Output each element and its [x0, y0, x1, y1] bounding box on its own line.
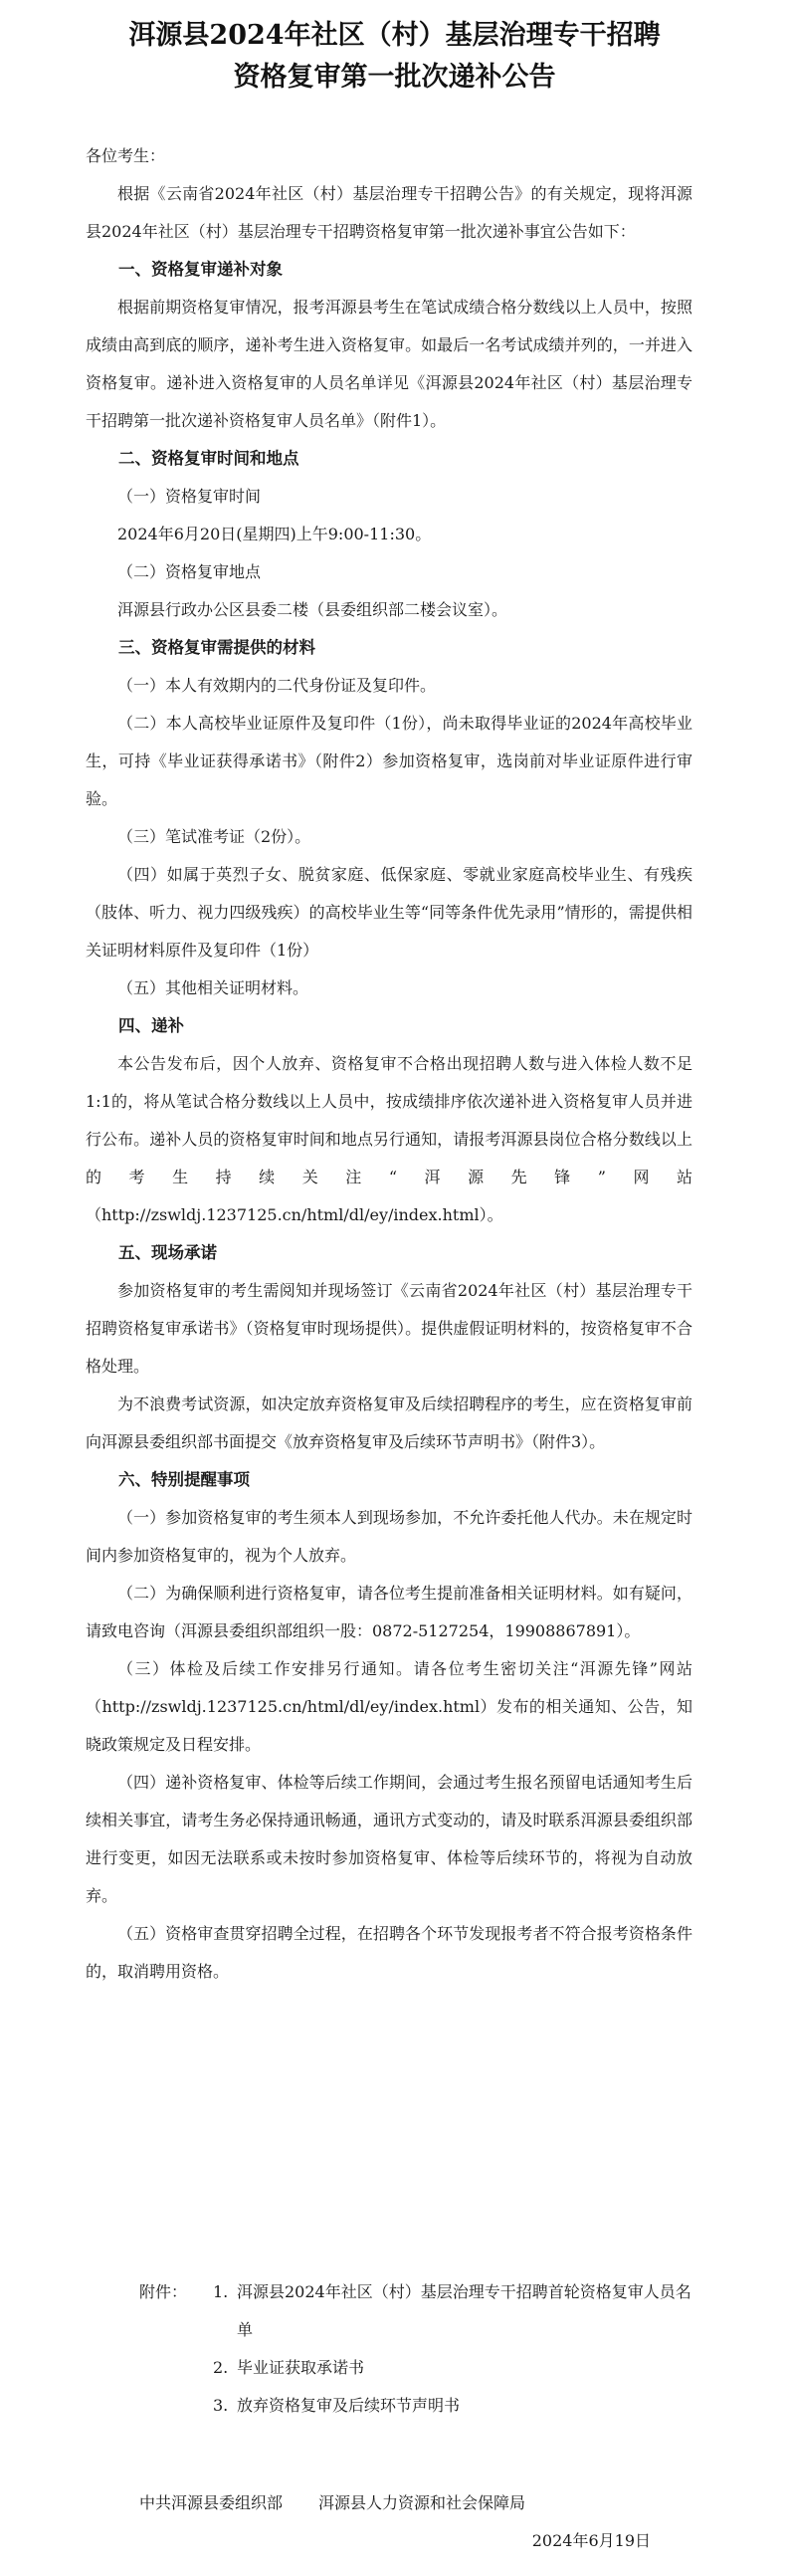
review-time-heading: （一）资格复审时间 [117, 487, 262, 506]
attachment-title: 毕业证获取承诺书 [237, 2358, 365, 2377]
greeting: 各位考生： [86, 146, 166, 165]
section-4-text: 本公告发布后，因个人放弃、资格复审不合格出现招聘人数与进入体检人数不足1:1的，将从笔试合格分数线以上人员中，按成绩排序依次递补进入资格复审人员并进行公布。递补人员的资格复审时间和地点另行通知，请报考洱源县岗位合格分数线以上的考生持续关注“洱源先锋”网站 [86, 1054, 692, 1186]
issuer-organization-department: 中共洱源县委组织部 [139, 2493, 284, 2512]
section-heading-4: 四、递补 [118, 1016, 184, 1035]
section-heading-6: 六、特别提醒事项 [118, 1470, 250, 1489]
section-heading-5: 五、现场承诺 [118, 1243, 217, 1262]
section-heading-1: 一、资格复审递补对象 [118, 260, 283, 279]
reminder-item-4: （四）递补资格复审、体检等后续工作期间，会通过考生报名预留电话通知考生后续相关事宜，请考生务必保持通讯畅通，通讯方式变动的，请及时联系洱源县委组织部进行变更，如因无法联系或未按时参加资格复审、体检等后续环节的，将视为自动放弃。 [86, 1773, 692, 1905]
review-place-heading: （二）资格复审地点 [117, 562, 262, 581]
reminder-item-3 [86, 1650, 692, 1764]
review-place: 洱源县行政办公区县委二楼（县委组织部二楼会议室）。 [117, 600, 508, 619]
attachments-label: 附件： [139, 2282, 188, 2301]
attachment-number: 1. [213, 2282, 229, 2301]
review-time: 2024年6月20日(星期四)上午9:00-11:30。 [117, 525, 432, 543]
material-item-2: （二）本人高校毕业证原件及复印件（1份），尚未取得毕业证的2024年高校毕业生，可持《毕业证获得承诺书》（附件2）参加资格复审，选岗前对毕业证原件进行审验。 [86, 714, 692, 808]
material-item-4: （四）如属于英烈子女、脱贫家庭、低保家庭、零就业家庭高校毕业生、有残疾（肢体、听力、视力四级残疾）的高校毕业生等“同等条件优先录用”情形的，需提供相关证明材料原件及复印件（1份） [86, 865, 692, 960]
website-link[interactable]: （http://zswldj.1237125.cn/html/dl/ey/index.html）。 [86, 1205, 503, 1224]
attachment-row [139, 2273, 696, 2349]
notice-body [86, 137, 692, 1991]
reminder-item-5: （五）资格审查贯穿招聘全过程，在招聘各个环节发现报考者不符合报考资格条件的，取消聘用资格。 [86, 1924, 692, 1981]
issuer-hr-bureau: 洱源县人力资源和社会保障局 [318, 2493, 526, 2512]
intro-paragraph: 根据《云南省2024年社区（村）基层治理专干招聘公告》的有关规定，现将洱源县2024年社区（村）基层治理专干招聘资格复审第一批次递补事宜公告如下： [86, 184, 692, 241]
page-title-line1: 洱源县2024年社区（村）基层治理专干招聘 [128, 20, 661, 51]
page-title-line2: 资格复审第一批次递补公告 [233, 62, 556, 93]
material-item-5: （五）其他相关证明材料。 [117, 978, 309, 997]
material-item-3: （三）笔试准考证（2份）。 [117, 827, 311, 846]
section-5-paragraph-2: 为不浪费考试资源，如决定放弃资格复审及后续招聘程序的考生，应在资格复审前向洱源县委组织部书面提交《放弃资格复审及后续环节声明书》（附件3）。 [86, 1395, 692, 1451]
attachment-row [139, 2387, 696, 2425]
attachment-title: 洱源县2024年社区（村）基层治理专干招聘首轮资格复审人员名单 [237, 2282, 691, 2339]
section-heading-2: 二、资格复审时间和地点 [118, 449, 299, 468]
attachment-row [139, 2349, 696, 2387]
material-item-1: （一）本人有效期内的二代身份证及复印件。 [117, 676, 437, 695]
website-link-2[interactable]: （http://zswldj.1237125.cn/html/dl/ey/index.html） [86, 1697, 497, 1716]
section-heading-3: 三、资格复审需提供的材料 [118, 638, 315, 657]
reminder-item-3-text-b: 发布的相关通知、公告，知晓政策规定及日程安排。 [86, 1697, 692, 1754]
attachment-number: 2. [213, 2358, 229, 2377]
reminder-item-2: （二）为确保顺利进行资格复审，请各位考生提前准备相关证明材料。如有疑问，请致电咨询（洱源县委组织部组织一股：0872-5127254，19908867891）。 [86, 1584, 692, 1640]
attachment-title: 放弃资格复审及后续环节声明书 [237, 2396, 461, 2415]
attachment-number: 3. [213, 2396, 229, 2415]
section-1-paragraph: 根据前期资格复审情况，报考洱源县考生在笔试成绩合格分数线以上人员中，按照成绩由高到底的顺序，递补考生进入资格复审。如最后一名考试成绩并列的，一并进入资格复审。递补进入资格复审的人员名单详见《洱源县2024年社区（村）基层治理专干招聘第一批次递补资格复审人员名单》（附件1）。 [86, 298, 692, 430]
section-5-paragraph-1: 参加资格复审的考生需阅知并现场签订《云南省2024年社区（村）基层治理专干招聘资格复审承诺书》（资格复审时现场提供）。提供虚假证明材料的，按资格复审不合格处理。 [86, 1281, 692, 1376]
section-4-paragraph [86, 1045, 692, 1234]
reminder-item-1: （一）参加资格复审的考生须本人到现场参加，不允许委托他人代办。未在规定时间内参加资格复审的，视为个人放弃。 [86, 1508, 692, 1565]
issue-date: 2024年6月19日 [531, 2531, 651, 2550]
attachments-list [139, 2273, 696, 2425]
reminder-item-3-text-a: （三）体检及后续工作安排另行通知。请各位考生密切关注“洱源先锋”网站 [117, 1659, 692, 1678]
signature-block [139, 2484, 696, 2560]
issuing-organizations [139, 2484, 696, 2522]
